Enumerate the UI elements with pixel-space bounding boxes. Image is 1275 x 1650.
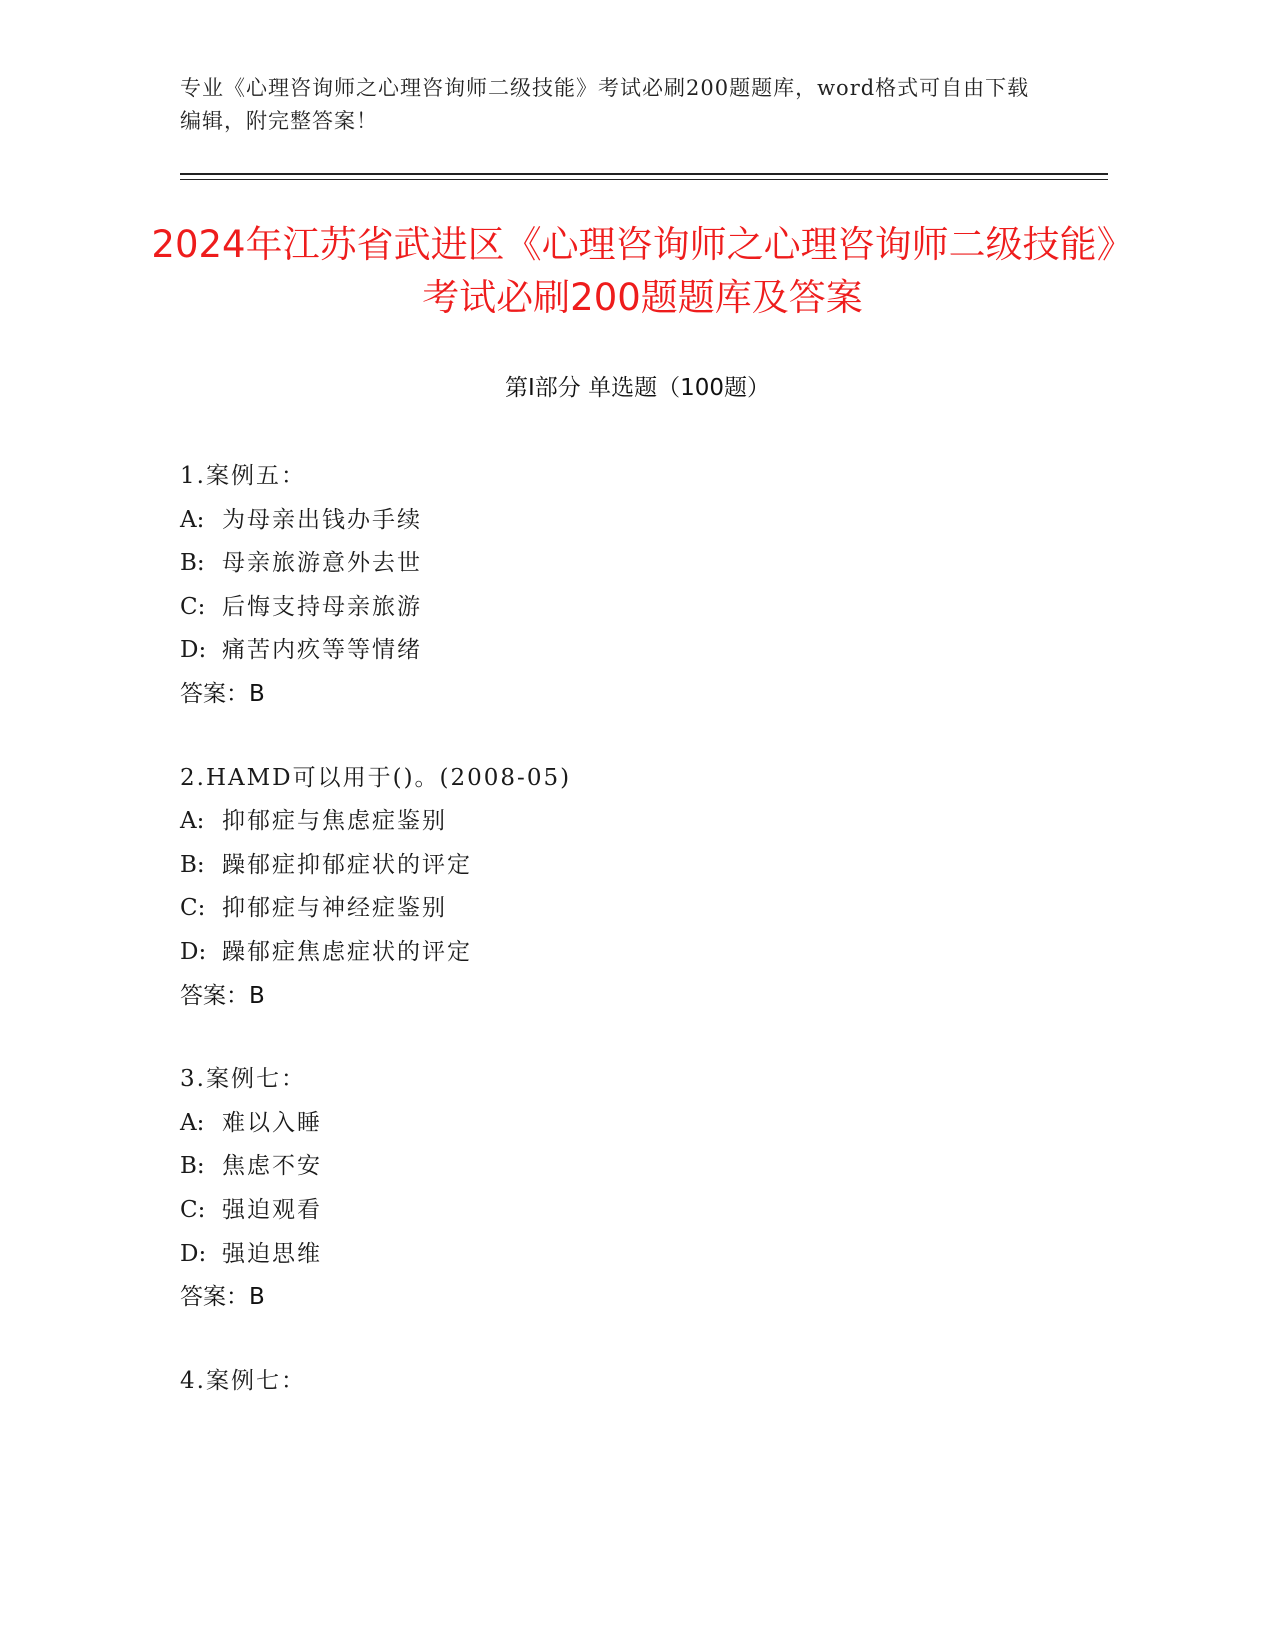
option-key: C: — [180, 593, 206, 620]
option-key: A: — [180, 808, 205, 835]
option-text: 躁郁症焦虑症状的评定 — [222, 938, 472, 965]
option-text: 后悔支持母亲旅游 — [222, 593, 422, 620]
option-text: 强迫思维 — [222, 1240, 322, 1267]
question-item — [180, 757, 1080, 1019]
answer-line: 答案：B — [180, 680, 265, 707]
option-key: A: — [180, 506, 205, 533]
option-key: D: — [180, 637, 207, 664]
option-a — [180, 1102, 1080, 1146]
option-c — [180, 887, 1080, 931]
option-text: 焦虑不安 — [222, 1153, 322, 1180]
option-text: 躁郁症抑郁症状的评定 — [222, 851, 472, 878]
option-key: B: — [180, 550, 205, 577]
option-c — [180, 1189, 1080, 1233]
question-stem: 2.HAMD可以用于()。(2008-05) — [180, 764, 572, 791]
option-key: B: — [180, 851, 205, 878]
document-title: 2024年江苏省武进区《心理咨询师之心理咨询师二级技能》考试必刷200题题库及答案 — [151, 223, 1134, 319]
question-item — [180, 455, 1080, 717]
option-a — [180, 800, 1080, 844]
question-list — [180, 455, 1080, 1443]
option-c — [180, 586, 1080, 630]
question-item — [180, 1360, 1080, 1404]
header-divider-thick — [180, 173, 1108, 175]
question-stem: 3.案例七： — [180, 1066, 306, 1093]
option-key: B: — [180, 1153, 205, 1180]
option-text: 强迫观看 — [222, 1196, 322, 1223]
option-key: A: — [180, 1109, 205, 1136]
option-text: 抑郁症与焦虑症鉴别 — [222, 808, 447, 835]
answer-line: 答案：B — [180, 982, 265, 1009]
option-b — [180, 844, 1080, 888]
option-key: D: — [180, 938, 207, 965]
option-a — [180, 499, 1080, 543]
option-d — [180, 1233, 1080, 1277]
option-b — [180, 542, 1080, 586]
option-key: C: — [180, 1196, 206, 1223]
answer-line: 答案：B — [180, 1284, 265, 1311]
question-stem: 1.案例五： — [180, 463, 306, 489]
option-text: 为母亲出钱办手续 — [222, 506, 422, 533]
option-text: 母亲旅游意外去世 — [222, 550, 422, 577]
intro-text: 专业《心理咨询师之心理咨询师二级技能》考试必刷200题题库，word格式可自由下载编辑，附完整答案！ — [180, 76, 1030, 133]
option-d — [180, 931, 1080, 975]
section-title: 第Ⅰ部分 单选题（100题） — [505, 375, 770, 401]
option-b — [180, 1145, 1080, 1189]
option-text: 痛苦内疚等等情绪 — [222, 637, 422, 664]
question-stem: 4.案例七： — [180, 1367, 306, 1394]
option-text: 抑郁症与神经症鉴别 — [222, 895, 447, 922]
question-item — [180, 1058, 1080, 1320]
option-d — [180, 629, 1080, 673]
option-key: D: — [180, 1240, 207, 1267]
option-key: C: — [180, 895, 206, 922]
option-text: 难以入睡 — [222, 1109, 322, 1136]
header-divider-thin — [180, 179, 1108, 180]
